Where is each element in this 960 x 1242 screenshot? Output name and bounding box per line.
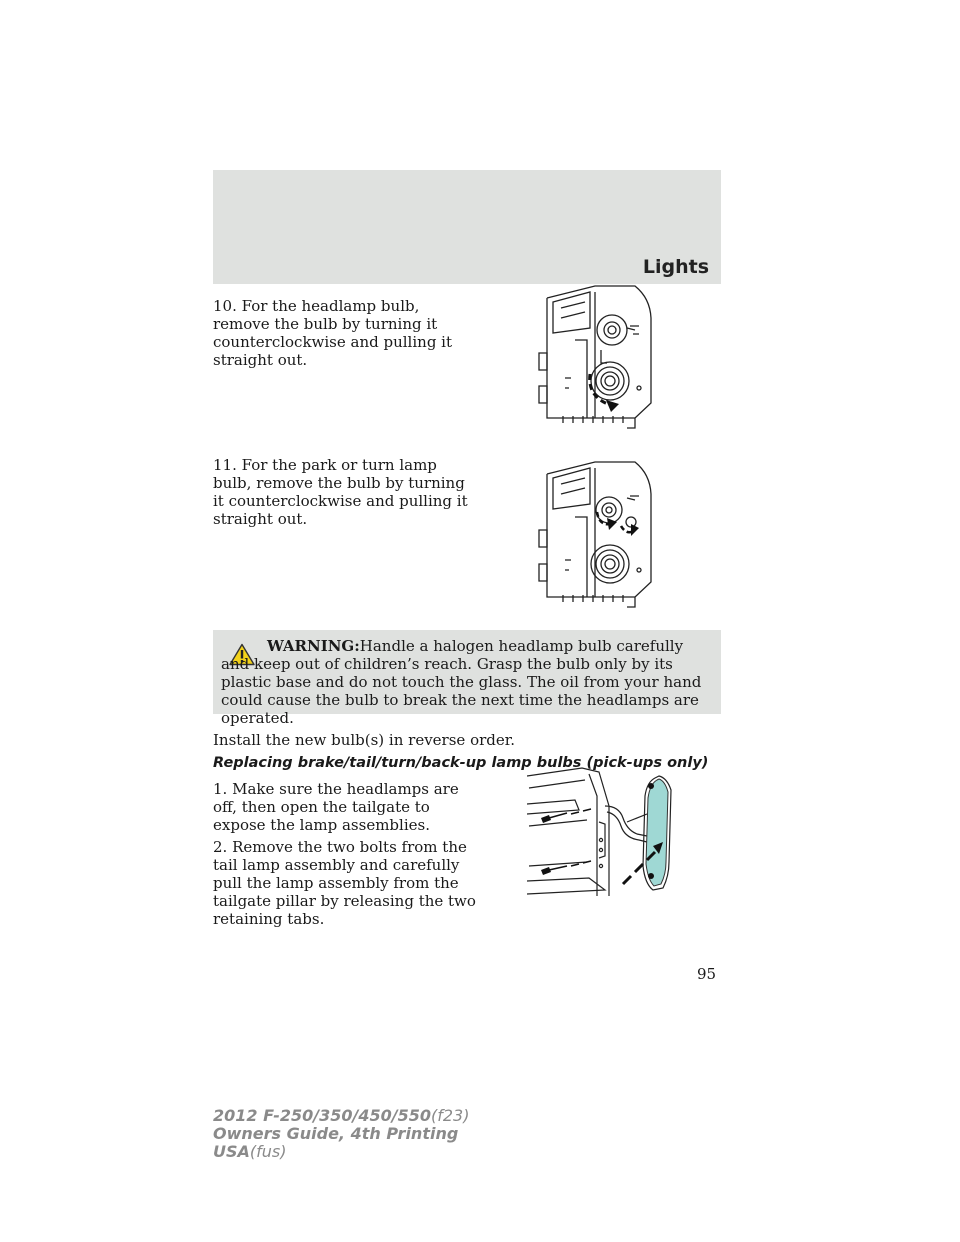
warning-lead: WARNING: <box>267 637 360 655</box>
warning-box <box>213 630 721 727</box>
page-number: 95 <box>697 965 717 983</box>
section-title: Lights <box>642 256 709 278</box>
subsection-step-1: 1. Make sure the headlamps are off, then open the tailgate to expose the lamp assemblies. <box>213 780 459 834</box>
footer-line-1: 2012 F-250/350/450/550(f23) <box>213 1106 470 1125</box>
step-11-text: 11. For the park or turn lamp bulb, remove the bulb by turning it counterclockwise and pulling it straight out. <box>213 456 468 528</box>
headlamp-bulb-diagram <box>535 278 665 433</box>
step-10-text: 10. For the headlamp bulb, remove the bulb by turning it counterclockwise and pulling it straight out. <box>213 297 453 369</box>
warning-text <box>221 637 711 727</box>
section-header-band <box>213 170 721 284</box>
install-note: Install the new bulb(s) in reverse order. <box>213 731 516 749</box>
footer <box>213 1107 469 1161</box>
tail-lamp-removal-diagram <box>527 766 687 901</box>
warning-body: Handle a halogen headlamp bulb carefully and keep out of children’s reach. Grasp the bulb only by its plastic base and do not touch the glass. The oil from your hand could cause the bulb to break the next time the headlamps are operated. <box>221 637 702 727</box>
footer-line-2: Owners Guide, 4th Printing <box>213 1124 459 1143</box>
footer-line-3: USA(fus) <box>213 1142 287 1161</box>
subsection-heading: Replacing brake/tail/turn/back-up lamp bulbs (pick-ups only) <box>213 755 709 771</box>
subsection-step-2: 2. Remove the two bolts from the tail lamp assembly and carefully pull the lamp assembly from the tailgate pillar by releasing the two retaining tabs. <box>213 838 476 928</box>
park-turn-bulb-diagram <box>535 452 665 612</box>
